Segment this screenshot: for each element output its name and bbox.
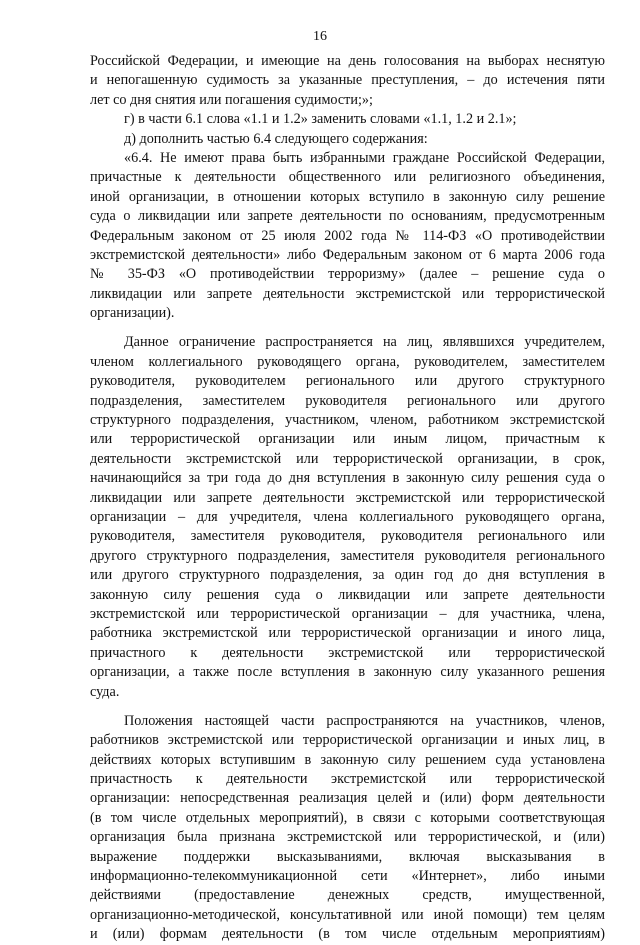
text-line: подразделения, заместителем руководителя регионального или другого xyxy=(90,392,605,409)
text-line: информационно-телекоммуникационной сети «Интернет», либо иными xyxy=(90,868,605,885)
text-line: законную силу решения суда о ликвидации или запрете деятельности xyxy=(90,586,605,603)
text-line: Российской Федерации, и имеющие на день голосования на выборах неснятую xyxy=(90,53,605,69)
text-line: или другого структурного подразделения, за один год до дня вступления в xyxy=(90,567,605,584)
text-line: действиях которых вступившим в законную силу решением суда установлена xyxy=(90,751,605,768)
text-line: причастность к деятельности экстремистской или террористической xyxy=(90,771,605,788)
text-line: начинающийся за три года до дня вступления в законную силу решения суда о xyxy=(90,470,605,487)
text-line: г) в части 6.1 слова «1.1 и 1.2» заменить словами «1.1, 1.2 и 2.1»; xyxy=(124,111,517,128)
text-line: действиями (предоставление денежных средств, имущественной, xyxy=(90,887,605,904)
text-line: иной организации, в отношении которых вступило в законную силу решение xyxy=(90,188,605,205)
text-line: руководителя, заместителя руководителя, руководителя регионального или xyxy=(90,528,605,545)
text-line: выражение поддержки высказываниями, включая высказывания в xyxy=(90,848,605,865)
text-line: структурного подразделения, участником, членом, работником экстремистской xyxy=(90,412,605,429)
paragraph xyxy=(90,712,605,945)
paragraph xyxy=(90,110,605,129)
paragraph xyxy=(90,149,605,324)
text-line: организация была признана экстремистской или террористической, и (или) xyxy=(90,829,605,846)
text-line: Федеральным законом от 25 июля 2002 года № 114-ФЗ «О противодействии xyxy=(90,227,605,244)
text-line: экстремистской деятельности» либо Федеральным законом от 6 марта 2006 года xyxy=(90,246,605,263)
text-line: деятельности экстремистской или террористической организации, в срок, xyxy=(90,450,605,467)
paragraph xyxy=(90,130,605,149)
text-line: Данное ограничение распространяется на лиц, являвшихся учредителем, xyxy=(124,334,605,351)
text-line: другого структурного подразделения, заместителя руководителя регионального xyxy=(90,547,605,564)
text-line: д) дополнить частью 6.4 следующего содержания: xyxy=(124,130,428,147)
text-line: экстремистской или террористической организации – для участника, члена, xyxy=(90,605,605,622)
text-line: № 35-ФЗ «О противодействии терроризму» (далее – решение суда о xyxy=(90,266,605,283)
document-body xyxy=(90,52,605,945)
text-line: причастные к деятельности общественного или религиозного объединения, xyxy=(90,169,605,186)
paragraph xyxy=(90,333,605,701)
text-line: руководителя, руководителем регионального или другого структурного xyxy=(90,373,605,390)
text-line: лет со дня снятия или погашения судимости;»; xyxy=(90,91,373,108)
page-number: 16 xyxy=(313,29,327,44)
text-line: ликвидации или запрете деятельности экстремистской или террористической xyxy=(90,489,605,506)
text-line: Положения настоящей части распространяются на участников, членов, xyxy=(124,712,605,729)
text-line: и (или) формам деятельности (в том числе отдельным мероприятиям) xyxy=(90,926,605,943)
text-line: организации, а также после вступления в законную силу указанного решения xyxy=(90,664,605,681)
text-line: организации: непосредственная реализация целей и (или) форм деятельности xyxy=(90,790,605,807)
text-line: членом коллегиального руководящего органа, руководителем, заместителем xyxy=(90,353,605,370)
text-line: суда. xyxy=(90,683,120,700)
text-line: работника экстремистской или террористической организации и иного лица, xyxy=(90,625,605,642)
text-line: организации). xyxy=(90,305,175,322)
text-line: организационно-методической, консультативной или иной помощи) тем целям xyxy=(90,906,605,923)
text-line: «6.4. Не имеют права быть избранными граждане Российской Федерации, xyxy=(124,149,605,166)
text-line: работников экстремистской или террористической организации и иных лиц, в xyxy=(90,732,605,749)
paragraph-gap xyxy=(90,323,605,333)
text-line: и непогашенную судимость за указанные преступления, – до истечения пяти xyxy=(90,72,605,89)
paragraph xyxy=(90,52,605,110)
text-line: причастного к деятельности экстремистской или террористической xyxy=(90,644,605,661)
paragraph-gap xyxy=(90,702,605,712)
text-line: суда о ликвидации или запрете деятельности по основаниям, предусмотренным xyxy=(90,208,605,225)
text-line: организации – для учредителя, члена коллегиального руководящего органа, xyxy=(90,508,605,525)
text-line: или террористической организации или иным лицом, причастным к xyxy=(90,431,605,448)
text-line: ликвидации или запрете деятельности экстремистской или террористической xyxy=(90,285,605,302)
text-line: (в том числе отдельных мероприятий), в связи с которыми соответствующая xyxy=(90,809,605,826)
